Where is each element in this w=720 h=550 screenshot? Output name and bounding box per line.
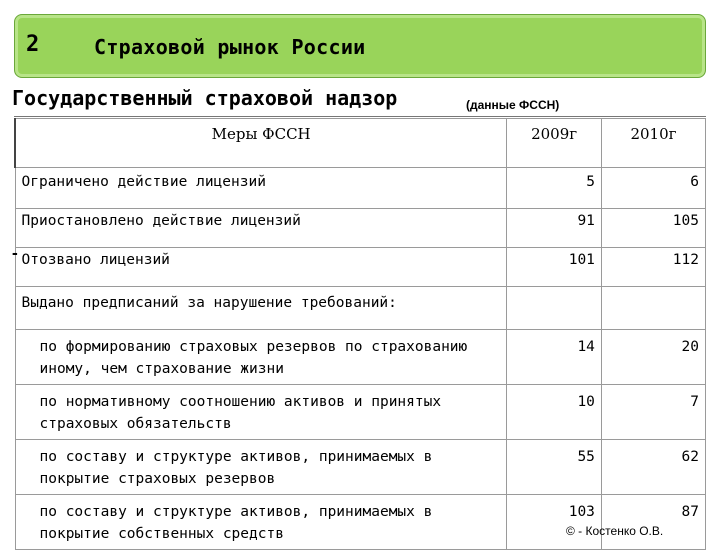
sub-row	[15, 495, 706, 550]
supervision-table	[10, 118, 706, 550]
sub-row-label: по составу и структуре активов, принимаемых в покрытие собственных средств	[15, 495, 507, 550]
author-credit: © - Костенко О.В.	[566, 524, 664, 538]
header-measures: Меры ФССН	[15, 119, 507, 168]
value-2010: 20	[601, 330, 705, 385]
value-2009: 101	[507, 248, 602, 287]
table-row	[15, 248, 706, 287]
header-2010: 2010г	[601, 119, 705, 168]
header-2009: 2009г	[507, 119, 602, 168]
row-label: Ограничено действие лицензий	[15, 168, 507, 209]
group-label: Выдано предписаний за нарушение требований:	[15, 287, 507, 330]
cursor-mark: -	[10, 246, 20, 262]
value-2010: 6	[601, 168, 705, 209]
subtitle-divider	[14, 116, 706, 117]
value-2009: 14	[507, 330, 602, 385]
table-row	[15, 209, 706, 248]
empty-cell	[601, 287, 705, 330]
value-2010: 105	[601, 209, 705, 248]
value-2010: 7	[601, 385, 705, 440]
value-2009: 10	[507, 385, 602, 440]
value-2009: 5	[507, 168, 602, 209]
row-label: Отозвано лицензий	[21, 252, 170, 268]
sub-row	[15, 440, 706, 495]
sub-row	[15, 330, 706, 385]
slide-number: 2	[26, 32, 40, 57]
row-label-cell	[10, 246, 507, 287]
table-row	[15, 168, 706, 209]
sub-row-label: по составу и структуре активов, принимаемых в покрытие страховых резервов	[15, 440, 507, 495]
section-subtitle: Государственный страховой надзор	[12, 86, 398, 110]
group-row	[15, 287, 706, 330]
row-label: Приостановлено действие лицензий	[15, 209, 507, 248]
sub-row-label: по формированию страховых резервов по страхованию иному, чем страхование жизни	[15, 330, 507, 385]
empty-cell	[507, 287, 602, 330]
value-2010: 112	[601, 248, 705, 287]
value-2009: 55	[507, 440, 602, 495]
value-2010: 87	[601, 495, 705, 550]
sub-row-label: по нормативному соотношению активов и принятых страховых обязательств	[15, 385, 507, 440]
sub-row	[15, 385, 706, 440]
value-2010: 62	[601, 440, 705, 495]
source-note: (данные ФССН)	[466, 98, 560, 112]
value-2009: 91	[507, 209, 602, 248]
value-2009: 103	[507, 495, 602, 550]
slide-title: Страховой рынок России	[94, 35, 366, 59]
table-header-row	[15, 119, 706, 168]
